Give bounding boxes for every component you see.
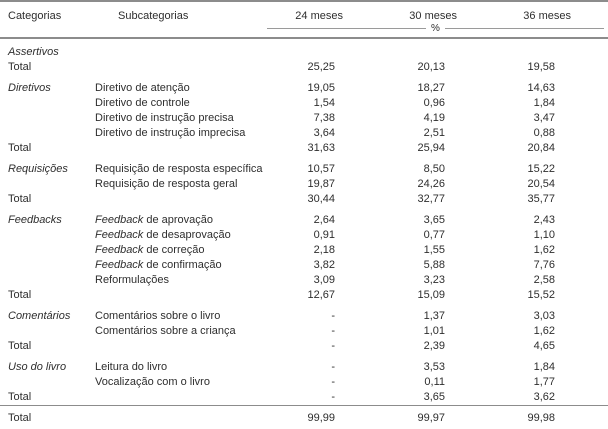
value-36-meses: 20,54 — [527, 178, 555, 190]
subcategory-cell — [95, 38, 265, 60]
value-24-meses: - — [331, 340, 335, 352]
subcategory-cell: Feedback de aprovação — [95, 214, 214, 226]
value-36-meses: 20,84 — [527, 142, 555, 154]
value-24-meses: 12,67 — [307, 289, 335, 301]
subcategory-row — [0, 354, 608, 375]
value-30-meses: 3,53 — [423, 361, 445, 373]
italic-term: Feedback — [95, 244, 144, 256]
value-36-meses: 2,43 — [533, 214, 555, 226]
category-cell — [0, 324, 95, 339]
spacer-cell — [571, 375, 608, 390]
subcategory-cell — [95, 141, 265, 156]
spacer-cell — [571, 303, 608, 324]
category-cell: Comentários — [8, 310, 71, 322]
italic-term: Feedback — [95, 259, 144, 271]
value-36-meses: 1,77 — [533, 376, 555, 388]
italic-term: Feedback — [95, 229, 144, 241]
category-cell — [0, 111, 95, 126]
category-cell — [0, 177, 95, 192]
spacer-cell — [571, 96, 608, 111]
value-30-meses: 0,11 — [424, 376, 445, 388]
spanner-line-right — [445, 28, 604, 29]
subcategory-cell: Vocalização com o livro — [95, 376, 210, 388]
spacer-cell — [571, 60, 608, 75]
value-36-meses: 0,88 — [533, 127, 555, 139]
value-30-meses: 4,19 — [423, 112, 445, 124]
subcategory-cell: Diretivo de instrução imprecisa — [95, 127, 246, 139]
subcategory-cell: Diretivo de atenção — [95, 82, 190, 94]
italic-term: Feedback — [95, 214, 144, 226]
total-label-cell: Total — [8, 340, 32, 352]
spacer-cell — [571, 243, 608, 258]
value-24-meses: 3,09 — [313, 274, 335, 286]
subcategory-cell: Requisição de resposta geral — [95, 178, 238, 190]
spacer-cell — [571, 111, 608, 126]
subcategory-cell: Comentários sobre a criança — [95, 325, 236, 337]
value-30-meses: 0,96 — [423, 97, 445, 109]
value-36-meses: 35,77 — [527, 193, 555, 205]
value-24-meses: 30,44 — [307, 193, 335, 205]
category-cell — [0, 258, 95, 273]
subcategory-row — [0, 303, 608, 324]
spacer-cell — [571, 75, 608, 96]
value-30-meses: 5,88 — [423, 259, 445, 271]
subcategory-row — [0, 375, 608, 390]
value-30-meses: 3,65 — [423, 214, 445, 226]
value-24-meses: 31,63 — [307, 142, 335, 154]
value-30-meses: 8,50 — [423, 163, 445, 175]
value-36-meses: 3,62 — [533, 391, 555, 403]
value-24-meses: 19,05 — [307, 82, 335, 94]
subcategory-row — [0, 96, 608, 111]
subcategory-cell: Requisição de resposta específica — [95, 163, 263, 175]
subcategory-row — [0, 156, 608, 177]
unit-row-spacer — [0, 23, 265, 38]
subcategory-row — [0, 258, 608, 273]
value-30-meses: 20,13 — [417, 61, 445, 73]
value-36-meses: 14,63 — [527, 82, 555, 94]
subcategory-cell — [95, 390, 265, 406]
value-36-meses: 3,03 — [533, 310, 555, 322]
value-36-meses: 1,62 — [533, 244, 555, 256]
value-24-meses: 7,38 — [313, 112, 335, 124]
value-24-meses: - — [331, 361, 335, 373]
spacer-cell — [571, 258, 608, 273]
value-30-meses: 15,09 — [417, 289, 445, 301]
category-cell — [0, 96, 95, 111]
spacer-cell — [571, 390, 608, 406]
value-36-meses: 4,65 — [533, 340, 555, 352]
unit-row — [0, 23, 608, 38]
header-spacer — [571, 1, 608, 23]
subcategory-row — [0, 177, 608, 192]
value-36-meses: 99,98 — [457, 406, 571, 429]
section-total-row — [0, 141, 608, 156]
subcategory-row — [0, 111, 608, 126]
table-header — [0, 1, 608, 38]
table-body — [0, 38, 608, 429]
total-label-cell: Total — [8, 289, 32, 301]
spacer-cell — [571, 273, 608, 288]
value-24-meses: - — [331, 391, 335, 403]
grand-total-label-cell: Total — [0, 406, 95, 429]
value-24-meses: 99,99 — [265, 406, 343, 429]
value-30-meses: 32,77 — [417, 193, 445, 205]
grand-total-row — [0, 406, 608, 429]
col-header-categorias: Categorias — [8, 10, 62, 22]
subcategory-cell: Leitura do livro — [95, 361, 168, 373]
value-36-meses: 1,84 — [533, 97, 555, 109]
header-row — [0, 1, 608, 23]
value-30-meses: 3,65 — [423, 391, 445, 403]
value-36-meses: 15,52 — [527, 289, 555, 301]
value-30-meses: 3,23 — [423, 274, 445, 286]
spacer-cell — [571, 126, 608, 141]
value-24-meses: 1,54 — [313, 97, 335, 109]
col-header-30-meses: 30 meses — [409, 10, 457, 22]
value-24-meses: 3,64 — [313, 127, 335, 139]
value-36-meses: 1,10 — [533, 229, 555, 241]
value-36-meses — [457, 38, 571, 60]
category-cell: Requisições — [8, 163, 68, 175]
value-24-meses: 2,64 — [313, 214, 335, 226]
value-30-meses: 25,94 — [417, 142, 445, 154]
subcategory-row — [0, 324, 608, 339]
subcategory-cell: Feedback de confirmação — [95, 259, 222, 271]
value-30-meses: 1,37 — [423, 310, 445, 322]
section-total-row — [0, 60, 608, 75]
total-label-cell: Total — [8, 142, 32, 154]
percent-label: % — [431, 22, 440, 34]
spanner-line-left — [267, 28, 426, 29]
section-total-row — [0, 288, 608, 303]
category-cell — [0, 375, 95, 390]
spacer-cell — [571, 156, 608, 177]
value-36-meses: 3,47 — [533, 112, 555, 124]
total-label-cell: Total — [8, 391, 32, 403]
subcategory-row — [0, 126, 608, 141]
category-cell — [0, 243, 95, 258]
spacer-cell — [571, 38, 608, 60]
subcategory-cell: Feedback de correção — [95, 244, 205, 256]
total-label-cell: Total — [8, 61, 32, 73]
value-36-meses: 1,62 — [533, 325, 555, 337]
subcategory-cell — [95, 406, 265, 429]
value-36-meses: 19,58 — [527, 61, 555, 73]
col-header-subcategorias: Subcategorias — [118, 10, 189, 22]
value-36-meses: 1,84 — [533, 361, 555, 373]
subcategory-cell: Feedback de desaprovação — [95, 229, 231, 241]
subcategory-cell — [95, 339, 265, 354]
subcategory-row — [0, 207, 608, 228]
subcategory-row — [0, 273, 608, 288]
value-24-meses: - — [331, 325, 335, 337]
unit-spanner-cell — [265, 23, 608, 38]
spacer-cell — [571, 324, 608, 339]
subcategory-row — [0, 243, 608, 258]
col-header-24-meses: 24 meses — [295, 10, 343, 22]
subcategory-row — [0, 75, 608, 96]
value-30-meses: 24,26 — [417, 178, 445, 190]
value-24-meses: 0,91 — [313, 229, 335, 241]
value-30-meses: 2,51 — [423, 127, 445, 139]
subcategory-cell: Diretivo de controle — [95, 97, 190, 109]
percent-spanner — [267, 23, 604, 34]
spacer-cell — [571, 192, 608, 207]
value-36-meses: 7,76 — [533, 259, 555, 271]
value-30-meses — [343, 38, 457, 60]
value-24-meses: 10,57 — [307, 163, 335, 175]
value-24-meses: 2,18 — [313, 244, 335, 256]
spacer-cell — [571, 339, 608, 354]
category-cell — [0, 273, 95, 288]
category-cell: Diretivos — [8, 82, 51, 94]
value-30-meses: 2,39 — [423, 340, 445, 352]
subcategory-cell — [95, 288, 265, 303]
col-header-36-meses: 36 meses — [523, 10, 571, 22]
subcategory-row — [0, 228, 608, 243]
subcategory-cell: Comentários sobre o livro — [95, 310, 221, 322]
category-cell: Feedbacks — [8, 214, 62, 226]
subcategory-cell: Reformulações — [95, 274, 169, 286]
subcategory-cell — [95, 192, 265, 207]
section-total-row — [0, 192, 608, 207]
spacer-cell — [571, 141, 608, 156]
value-30-meses: 18,27 — [417, 82, 445, 94]
value-24-meses: - — [331, 376, 335, 388]
value-30-meses: 99,97 — [343, 406, 457, 429]
value-24-meses: 25,25 — [307, 61, 335, 73]
spacer-cell — [571, 177, 608, 192]
value-24-meses: - — [331, 310, 335, 322]
spacer-cell — [571, 228, 608, 243]
subcategory-cell: Diretivo de instrução precisa — [95, 112, 234, 124]
total-label-cell: Total — [8, 193, 32, 205]
category-cell — [0, 126, 95, 141]
category-row — [0, 38, 608, 60]
spacer-cell — [571, 406, 608, 429]
value-24-meses: 19,87 — [307, 178, 335, 190]
value-30-meses: 1,01 — [423, 325, 445, 337]
value-30-meses: 1,55 — [423, 244, 445, 256]
category-cell: Uso do livro — [8, 361, 67, 373]
value-30-meses: 0,77 — [423, 229, 445, 241]
value-24-meses: 3,82 — [313, 259, 335, 271]
spacer-cell — [571, 288, 608, 303]
category-cell: Assertivos — [8, 46, 59, 58]
section-total-row — [0, 339, 608, 354]
value-36-meses: 2,58 — [533, 274, 555, 286]
category-cell — [0, 228, 95, 243]
spacer-cell — [571, 354, 608, 375]
value-24-meses — [265, 38, 343, 60]
value-36-meses: 15,22 — [527, 163, 555, 175]
section-total-row — [0, 390, 608, 406]
subcategory-cell — [95, 60, 265, 75]
spacer-cell — [571, 207, 608, 228]
